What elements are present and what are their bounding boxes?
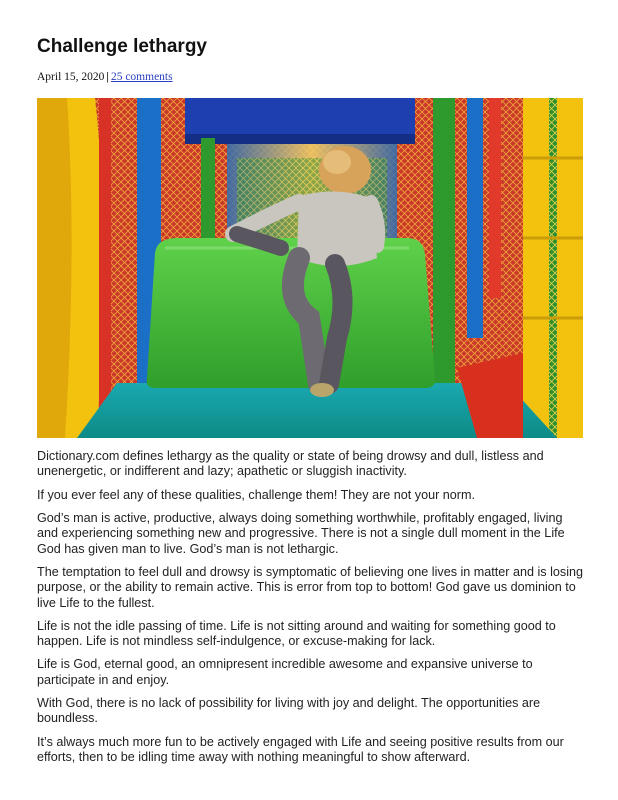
paragraph: Dictionary.com defines lethargy as the quality or state of being drowsy and dull, listless and unenergetic, or indifferent and lazy; apathetic or sluggish inactivity.: [37, 449, 544, 479]
page-title: Challenge lethargy: [37, 36, 207, 57]
paragraph: Life is not the idle passing of time. Life is not sitting around and waiting for something good to happen. Life is not mindless self-indulgence, or excuse-making for lack.: [37, 618, 556, 649]
paragraph: The temptation to feel dull and drowsy is symptomatic of believing one lives in matter and is losing purpose, or the ability to remain active. This is error from top to bottom! God gave us dominion to live Life to the fullest.: [37, 564, 584, 610]
paragraph: It’s always much more fun to be actively engaged with Life and seeing positive results from our efforts, then to be idling time away with nothing meaningful to show afterward.: [37, 734, 564, 765]
comments-link[interactable]: 25 comments: [110, 71, 173, 83]
featured-image: [37, 98, 583, 438]
paragraph: If you ever feel any of these qualities, challenge them! They are not your norm.: [37, 487, 475, 502]
paragraph: Life is God, eternal good, an omnipresent incredible awesome and expansive universe to participate in and enjoy.: [37, 657, 533, 687]
post-meta: [37, 71, 173, 83]
paragraph: God’s man is active, productive, always doing something worthwhile, profitably engaged, living and experiencing something new and progressive. There is not a single dull moment in the Life God has given man to live. God’s man is not lethargic.: [37, 510, 565, 556]
meta-separator: |: [106, 71, 109, 83]
paragraph: With God, there is no lack of possibility for living with joy and delight. The opportunities are boundless.: [37, 696, 541, 726]
article-body: [37, 449, 583, 773]
post-date: April 15, 2020: [37, 71, 105, 83]
